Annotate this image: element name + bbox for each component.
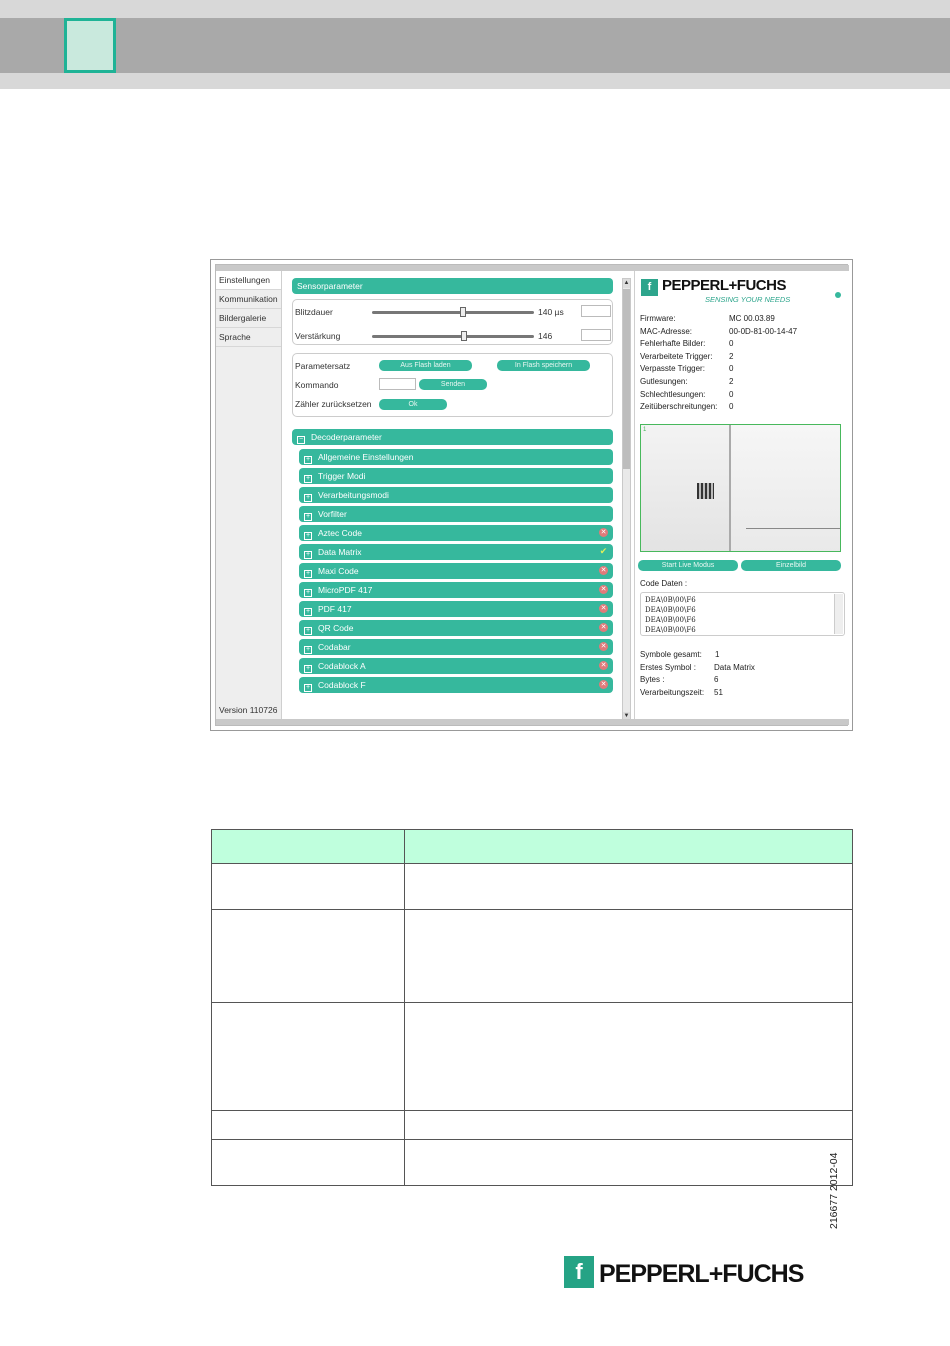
web-ui-screenshot: [210, 259, 853, 731]
status-row: [640, 389, 734, 399]
table-row: [212, 1111, 853, 1140]
cross-icon[interactable]: ✕: [600, 643, 607, 650]
verstaerkung-label: Verstärkung: [295, 331, 341, 341]
result-label: Symbole gesamt:: [640, 650, 702, 659]
expand-icon: +: [305, 494, 311, 501]
status-row: [640, 326, 798, 336]
send-button[interactable]: Senden: [419, 379, 487, 390]
expand-icon: +: [305, 665, 311, 672]
code-line: DEA\0B\00\F6: [645, 606, 696, 614]
expand-icon: +: [305, 646, 311, 653]
decoder-item[interactable]: [299, 487, 613, 503]
table-row: [212, 1003, 853, 1111]
status-value: 0: [729, 389, 734, 399]
result-row: [640, 662, 755, 672]
decoder-item[interactable]: [299, 544, 613, 560]
decoder-item[interactable]: [299, 506, 613, 522]
code-data-box[interactable]: [640, 592, 845, 636]
decoder-header[interactable]: [292, 429, 613, 445]
decoder-item-label: MicroPDF 417: [318, 585, 373, 595]
status-label: Firmware:: [640, 314, 676, 323]
cross-icon[interactable]: ✕: [600, 624, 607, 631]
expand-icon: +: [305, 513, 311, 520]
verstaerkung-input[interactable]: [581, 329, 611, 341]
settings-scrollbar[interactable]: [622, 278, 631, 722]
decoder-item-label: Trigger Modi: [318, 471, 366, 481]
expand-icon: +: [305, 608, 311, 615]
result-label: Bytes :: [640, 675, 665, 685]
zaehler-label: Zähler zurücksetzen: [295, 399, 372, 409]
image-left-area: [641, 425, 729, 552]
single-image-button[interactable]: Einzelbild: [741, 560, 841, 571]
table-cell: [212, 864, 405, 910]
verstaerkung-value: 146: [538, 331, 553, 341]
start-live-button[interactable]: Start Live Modus: [638, 560, 738, 571]
status-value: 2: [729, 377, 734, 386]
status-label: Fehlerhafte Bilder:: [640, 339, 706, 349]
status-value: 0: [729, 402, 734, 412]
result-value: 1: [715, 650, 720, 659]
cross-icon[interactable]: ✕: [600, 605, 607, 612]
scroll-down-icon[interactable]: ▼: [623, 713, 630, 719]
status-row: [640, 364, 734, 374]
kommando-label: Kommando: [295, 380, 339, 390]
decoder-item-label: Codablock A: [318, 661, 366, 671]
blitzdauer-input[interactable]: [581, 305, 611, 317]
settings-panel: [292, 278, 614, 718]
expand-icon: +: [305, 627, 311, 634]
expand-icon: +: [305, 475, 311, 482]
sensor-header[interactable]: [292, 278, 613, 294]
nav-item-bildergalerie[interactable]: Bildergalerie: [216, 309, 281, 328]
bottom-strip: [216, 719, 849, 725]
table-cell: [405, 1003, 853, 1111]
decoder-item[interactable]: [299, 677, 613, 693]
decoder-item[interactable]: [299, 582, 613, 598]
load-flash-button[interactable]: Aus Flash laden: [379, 360, 472, 371]
status-row: [640, 339, 734, 349]
decoder-item-label: Aztec Code: [318, 528, 362, 538]
decoder-item[interactable]: [299, 525, 613, 541]
expand-icon: +: [305, 589, 311, 596]
status-label: Verpasste Trigger:: [640, 364, 705, 374]
decoder-item[interactable]: [299, 449, 613, 465]
table-cell: [212, 1003, 405, 1111]
parametersatz-label: Parametersatz: [295, 361, 351, 371]
cross-icon[interactable]: ✕: [600, 567, 607, 574]
table-cell: [212, 910, 405, 1003]
collapse-icon: −: [298, 436, 304, 443]
table-row: [212, 910, 853, 1003]
verstaerkung-slider[interactable]: [372, 335, 534, 338]
decoder-item-label: Vorfilter: [318, 509, 347, 519]
expand-icon: +: [305, 551, 311, 558]
kommando-input[interactable]: [379, 378, 416, 390]
status-row: [640, 402, 734, 412]
blitzdauer-value: 140 µs: [538, 307, 564, 317]
table-cell: [405, 910, 853, 1003]
sensor-box: [292, 299, 613, 345]
result-label: Verarbeitungszeit:: [640, 687, 705, 697]
decoder-item-label: QR Code: [318, 623, 354, 633]
table-cell: [405, 1111, 853, 1140]
expand-icon: +: [305, 570, 311, 577]
status-value: 0: [729, 364, 734, 374]
nav-item-sprache[interactable]: Sprache: [216, 328, 281, 347]
decoder-header-label: Decoderparameter: [311, 432, 382, 442]
decoder-item-label: Codablock F: [318, 680, 366, 690]
cross-icon[interactable]: ✕: [600, 662, 607, 669]
expand-icon: +: [305, 532, 311, 539]
image-horizontal-line: [746, 528, 841, 529]
table-header-row: [212, 830, 853, 864]
table-cell: [212, 1111, 405, 1140]
expand-icon: +: [305, 684, 311, 691]
expand-icon: +: [305, 456, 311, 463]
decoder-item-label: Codabar: [318, 642, 351, 652]
decoder-item[interactable]: [299, 658, 613, 674]
decoder-item-label: Allgemeine Einstellungen: [318, 452, 414, 462]
status-row: [640, 351, 734, 361]
decoder-item[interactable]: [299, 563, 613, 579]
image-index: 1: [643, 427, 647, 433]
footer-brand-name: PEPPERL+FUCHS: [599, 1260, 804, 1288]
cross-icon[interactable]: ✕: [600, 529, 607, 536]
result-value: Data Matrix: [714, 662, 755, 672]
footer-brand-mark-icon: f: [564, 1256, 594, 1288]
brand-mark-icon: f: [641, 279, 658, 296]
table-cell: [405, 1140, 853, 1186]
status-value: MC 00.03.89: [729, 314, 775, 323]
table-cell: [212, 1140, 405, 1186]
verstaerkung-slider-thumb[interactable]: [461, 331, 467, 341]
decoder-item[interactable]: [299, 468, 613, 484]
status-label: Schlechtlesungen:: [640, 389, 706, 399]
decoder-item[interactable]: [299, 601, 613, 617]
decoder-item-label: Verarbeitungsmodi: [318, 490, 389, 500]
footer-logo: [564, 1256, 824, 1296]
code-data-label: Code Daten :: [640, 579, 688, 588]
page-header-band: [0, 0, 950, 89]
decoder-item-label: Maxi Code: [318, 566, 359, 576]
status-value: 00-0D-81-00-14-47: [729, 326, 798, 336]
parameter-table: [211, 829, 853, 1186]
code-line: DEA\0B\00\F6: [645, 626, 696, 634]
reset-counter-button[interactable]: Ok: [379, 399, 447, 410]
blitzdauer-label: Blitzdauer: [295, 307, 333, 317]
nav-item-einstellungen[interactable]: Einstellungen: [216, 271, 281, 290]
camera-image: [640, 424, 841, 552]
result-value: 6: [714, 675, 719, 685]
result-value: 51: [714, 687, 723, 697]
chapter-marker: [64, 18, 116, 73]
scroll-up-icon[interactable]: ▲: [623, 280, 630, 286]
parameter-box: [292, 353, 613, 417]
code-line: DEA\0B\00\F6: [645, 616, 696, 624]
status-label: Verarbeitete Trigger:: [640, 351, 713, 361]
image-edge-line: [729, 425, 731, 552]
table-header-cell: [405, 830, 853, 864]
decoder-item[interactable]: [299, 620, 613, 636]
table-cell: [405, 864, 853, 910]
version-label: Version 110726: [219, 705, 278, 715]
result-row: [640, 675, 719, 685]
blitzdauer-slider[interactable]: [372, 311, 534, 314]
result-label: Erstes Symbol :: [640, 662, 697, 672]
header-bar: [0, 18, 950, 73]
blitzdauer-slider-thumb[interactable]: [460, 307, 466, 317]
table-row: [212, 864, 853, 910]
status-label: Zeitüberschreitungen:: [640, 402, 718, 412]
status-label: MAC-Adresse:: [640, 326, 693, 336]
decoder-item-label: PDF 417: [318, 604, 352, 614]
table-row: [212, 1140, 853, 1186]
brand-tagline: SENSING YOUR NEEDS: [705, 295, 791, 304]
brand-name: PEPPERL+FUCHS: [662, 277, 786, 294]
code-scrollbar[interactable]: [834, 594, 843, 634]
check-icon[interactable]: ✔: [599, 546, 608, 556]
browser-frame: [215, 264, 848, 726]
nav-item-kommunikation[interactable]: Kommunikation: [216, 290, 281, 309]
status-label: Gutlesungen:: [640, 377, 688, 386]
scroll-thumb[interactable]: [623, 289, 630, 469]
sidebar-nav: [216, 271, 282, 721]
cross-icon[interactable]: ✕: [600, 586, 607, 593]
status-row: [640, 314, 775, 323]
datamatrix-symbol: [697, 483, 714, 499]
document-number: 216677 2012-04: [828, 1152, 840, 1229]
cross-icon[interactable]: ✕: [600, 681, 607, 688]
table-header-cell: [212, 830, 405, 864]
status-value: 2: [729, 351, 734, 361]
connection-status-icon: [835, 292, 841, 298]
status-pane: [634, 271, 849, 721]
decoder-item[interactable]: [299, 639, 613, 655]
sensor-header-label: Sensorparameter: [297, 281, 363, 291]
code-line: DEA\0B\00\F6: [645, 596, 696, 604]
result-row: [640, 650, 720, 659]
result-row: [640, 687, 723, 697]
save-flash-button[interactable]: In Flash speichern: [497, 360, 590, 371]
image-right-area: [731, 425, 841, 552]
status-value: 0: [729, 339, 734, 349]
status-row: [640, 377, 734, 386]
decoder-item-label: Data Matrix: [318, 547, 362, 557]
